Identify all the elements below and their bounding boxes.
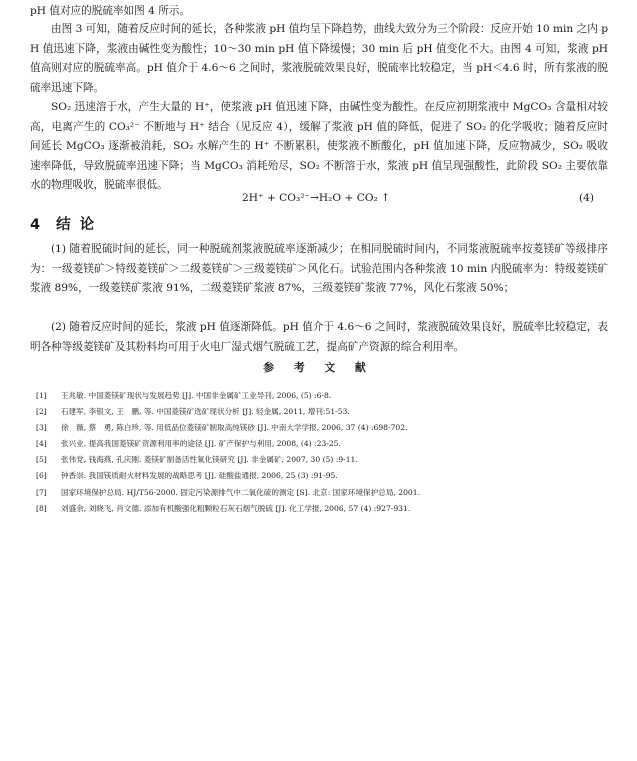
reference-number: [6] <box>36 471 47 481</box>
conclusion-item-1: (1) 随着脱硫时间的延长，同一种脱硫剂浆液脱硫率逐渐减少；在相同脱硫时间内，不同浆液脱硫率按菱镁矿等级排序为：一级菱镁矿＞特级菱镁矿＞二级菱镁矿＞三级菱镁矿＞风化石。试验范围内各种浆液 10 min 内脱硫率为：特级菱镁矿浆液 89%，一级菱镁矿浆液 91%，二级菱镁矿浆液 87%，三级菱镁矿浆液 77%，风化石浆液 50%； <box>30 243 608 295</box>
reference-item <box>36 388 611 404</box>
reference-item <box>36 501 611 517</box>
reference-number: [3] <box>36 423 47 433</box>
reference-text: 张兴业. 提高我国菱镁矿资源利用率的途径 [J]. 矿产保护与利用, 2008, (4) :23-25. <box>61 439 341 449</box>
reference-number: [7] <box>36 487 47 497</box>
reference-item <box>36 468 611 484</box>
reference-text: 钟香崇. 我国镁质耐火材料发展的战略思考 [J]. 硅酸盐通报, 2006, 25 (3) :91-95. <box>61 471 338 481</box>
reference-item <box>36 420 611 436</box>
reference-text: 徐 薇, 蔡 勇, 陈白珍, 等. 用低品位菱镁矿制取高纯镁砂 [J]. 中南大学学报, 2006, 37 (4) :698-702. <box>61 423 408 433</box>
reference-list <box>36 388 611 517</box>
reference-number: [1] <box>36 391 47 400</box>
conclusion-item-2: (2) 随着反应时间的延长，浆液 pH 值逐渐降低。pH 值介于 4.6～6 之间时，浆液脱硫效果良好，脱硫率比较稳定，表明各种等级菱镁矿及其粉料均可用于火电厂湿式烟气脱硫工艺，提高矿产资源的综合利用率。 <box>30 321 608 353</box>
body-paragraph-ph-trend: 由图 3 可知，随着反应时间的延长，各种浆液 pH 值均呈下降趋势，曲线大致分为三个阶段：反应开始 10 min 之内 pH 值迅速下降，浆液由碱性变为酸性；10～30 min pH 值下降缓慢；30 min 后 pH 值变化不大。由图 4 可知，浆液 pH 值高则对应的脱硫率高。pH 值介于 4.6～6 之间时，浆液脱硫效果良好，脱硫率比较稳定，当 pH＜4.6 时，所有浆液的脱硫率迅速下降。 <box>30 23 608 94</box>
references-title: 参 考 文 献 <box>263 361 374 374</box>
section-heading <box>30 212 96 238</box>
reference-number: [2] <box>36 407 47 417</box>
body-paragraph-fragment: pH 值对应的脱硫率如图 4 所示。 <box>30 5 190 17</box>
reference-item <box>36 436 611 452</box>
equation-expression: 2H⁺ + CO₃²⁻→H₂O + CO₂ ↑ <box>242 192 390 204</box>
section-number: 4 <box>30 217 43 233</box>
reference-text: 国家环境保护总局. HJ/T56-2000. 固定污染源排气中二氧化硫的测定 [S]. 北京: 国家环境保护总局, 2001. <box>61 487 420 497</box>
section-title: 结 论 <box>56 217 97 233</box>
body-paragraph-so2-mechanism: SO₂ 迅速溶于水，产生大量的 H⁺，使浆液 pH 值迅速下降，由碱性变为酸性。在反应初期浆液中 MgCO₃ 含量相对较高，电离产生的 CO₃²⁻ 不断地与 H⁺ 结合（见反应 4），缓解了浆液 pH 值的降低，促进了 SO₂ 的化学吸收；随着反应时间延长 MgCO₃ 逐渐被消耗，SO₂ 水解产生的 H⁺ 不断累积，使浆液不断酸化，pH 值加速下降，反应物减少，SO₂ 吸收速率降低，导致脱硫率迅速下降；当 MgCO₃ 消耗殆尽，SO₂ 不断溶于水，浆液 pH 值呈现强酸性，此阶段 SO₂ 主要依靠水的物理吸收，脱硫率很低。 <box>30 101 608 192</box>
reference-item <box>36 485 611 501</box>
reference-item <box>36 404 611 420</box>
chemical-equation <box>30 188 608 208</box>
equation-number: (4) <box>578 192 594 204</box>
reference-text: 王兆敏. 中国菱镁矿现状与发展趋势 [J]. 中国非金属矿工业导刊, 2006, (5) :6-8. <box>61 391 332 400</box>
reference-item <box>36 452 611 468</box>
reference-text: 刘盛余, 刘晓飞, 肖文德. 添加有机酸强化粗颗粒石灰石烟气脱硫 [J]. 化工学报, 2006, 57 (4) :927-931. <box>61 503 411 513</box>
reference-number: [4] <box>36 439 47 449</box>
reference-number: [8] <box>36 503 47 513</box>
reference-text: 张伟党, 钱海燕, 孔庆刚. 菱镁矿制备活性氧化镁研究 [J]. 非金属矿, 2007, 30 (5) :9-11. <box>61 455 358 465</box>
reference-number: [5] <box>36 455 47 465</box>
reference-text: 石建军, 李银文, 王 鹏, 等. 中国菱镁矿选矿现状分析 [J]. 轻金属, 2011, 增刊:51-53. <box>61 407 350 417</box>
